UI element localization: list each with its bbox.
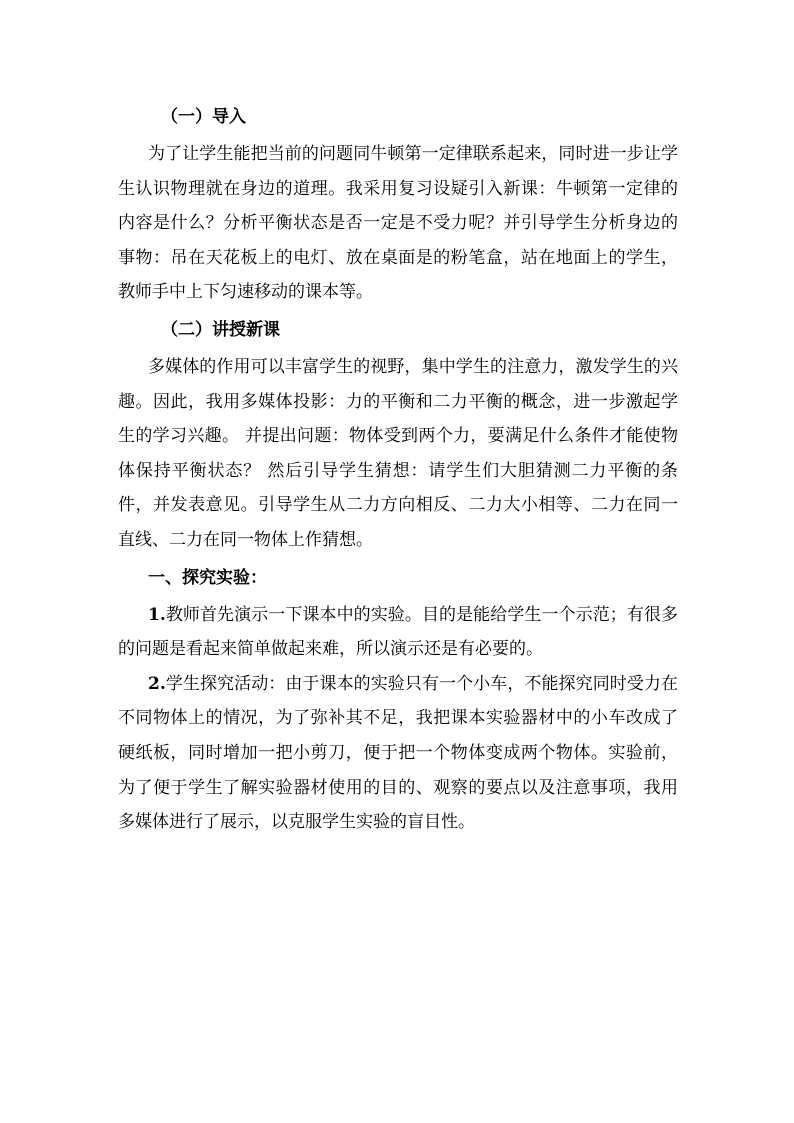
- document-body: [118, 100, 678, 840]
- section-heading-new-lesson: （二）讲授新课: [161, 319, 280, 340]
- new-lesson-paragraph: 多媒体的作用可以丰富学生的视野，集中学生的注意力，激发学生的兴趣。因此，我用多媒体投影：力的平衡和二力平衡的概念，进一步激起学生的学习兴趣。 并提出问题：物体受到两个力，要满足什么条件才能使物体保持平衡状态？ 然后引导学生猜想：请学生们大胆猜测二力平衡的条件，并发表意见。引导学生从二力方向相反、二力大小相等、二力在同一直线、二力在同一物体上作猜想。: [118, 356, 678, 550]
- introduction-paragraph: 为了让学生能把当前的问题同牛顿第一定律联系起来，同时进一步让学生认识物理就在身边的道理。我采用复习设疑引入新课：牛顿第一定律的内容是什么？分析平衡状态是否一定是不受力呢？并引导学生分析身边的事物：吊在天花板上的电灯、放在桌面是的粉笔盒，站在地面上的学生，教师手中上下匀速移动的课本等。: [118, 144, 678, 303]
- item-2-text: 学生探究活动：由于课本的实验只有一个小车，不能探究同时受力在不同物体上的情况，为了弥补其不足，我把课本实验器材中的小车改成了硬纸板，同时增加一把小剪刀，便于把一个物体变成两个物体。实验前，为了便于学生了解实验器材使用的目的、观察的要点以及注意事项，我用多媒体进行了展示，以克服学生实验的盲目性。: [118, 673, 678, 833]
- section-heading-introduction: （一）导入: [161, 107, 246, 127]
- experiment-item-1: [118, 598, 678, 667]
- section-heading-experiment: 一、探究实验：: [148, 567, 267, 588]
- item-2-number: 2.: [148, 673, 166, 694]
- experiment-item-2: [118, 667, 678, 840]
- item-1-number: 1.: [148, 604, 166, 625]
- item-1-text: 教师首先演示一下课本中的实验。目的是能给学生一个示范；有很多的问题是看起来简单做起来难，所以演示还是有必要的。: [118, 604, 678, 660]
